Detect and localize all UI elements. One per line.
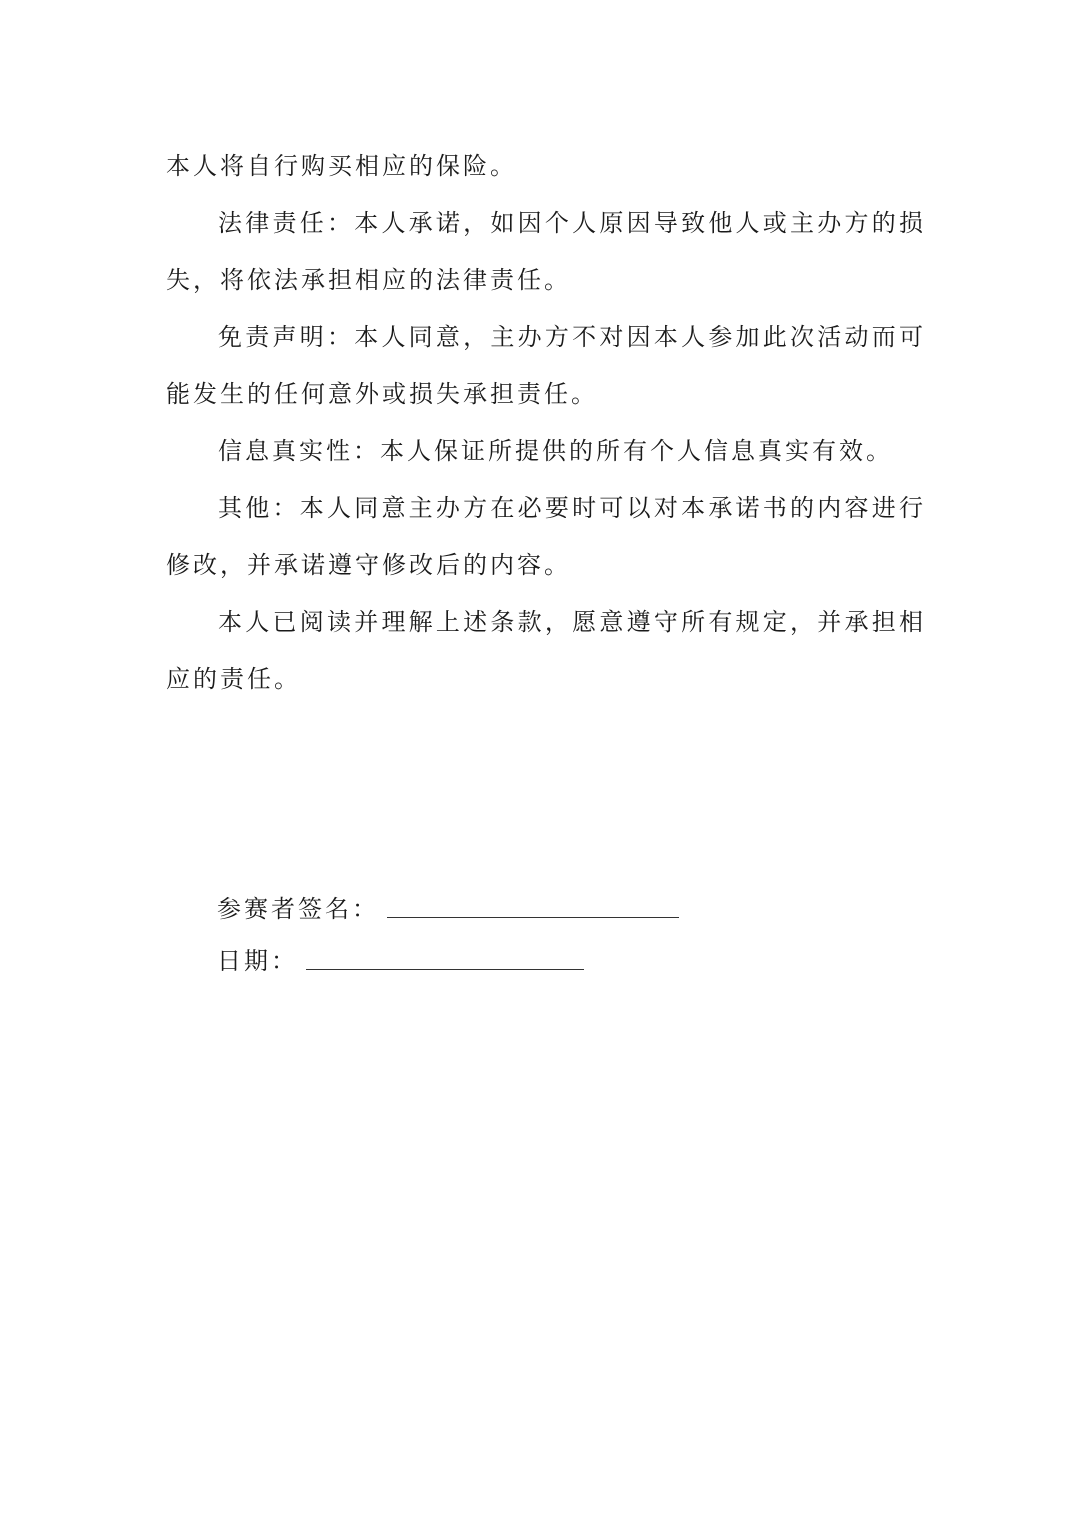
signature-date-row xyxy=(217,924,917,976)
signature-name-line[interactable] xyxy=(387,909,679,918)
document-body xyxy=(166,138,926,708)
signature-name-label: 参赛者签名： xyxy=(217,895,379,923)
paragraph-info-authenticity: 信息真实性：本人保证所提供的所有个人信息真实有效。 xyxy=(218,437,893,465)
paragraph-other: 其他：本人同意主办方在必要时可以对本承诺书的内容进行修改，并承诺遵守修改后的内容。 xyxy=(166,494,926,579)
signature-date-label: 日期： xyxy=(217,947,298,975)
paragraph-disclaimer: 免责声明：本人同意，主办方不对因本人参加此次活动而可能发生的任何意外或损失承担责任。 xyxy=(166,323,926,408)
paragraph-legal-liability: 法律责任：本人承诺，如因个人原因导致他人或主办方的损失，将依法承担相应的法律责任。 xyxy=(166,209,926,294)
signature-name-row xyxy=(217,872,917,924)
signature-date-line[interactable] xyxy=(306,961,584,970)
signature-block xyxy=(217,872,917,976)
paragraph-acknowledgement: 本人已阅读并理解上述条款，愿意遵守所有规定，并承担相应的责任。 xyxy=(166,608,926,693)
paragraph-insurance-continued: 本人将自行购买相应的保险。 xyxy=(166,152,517,180)
